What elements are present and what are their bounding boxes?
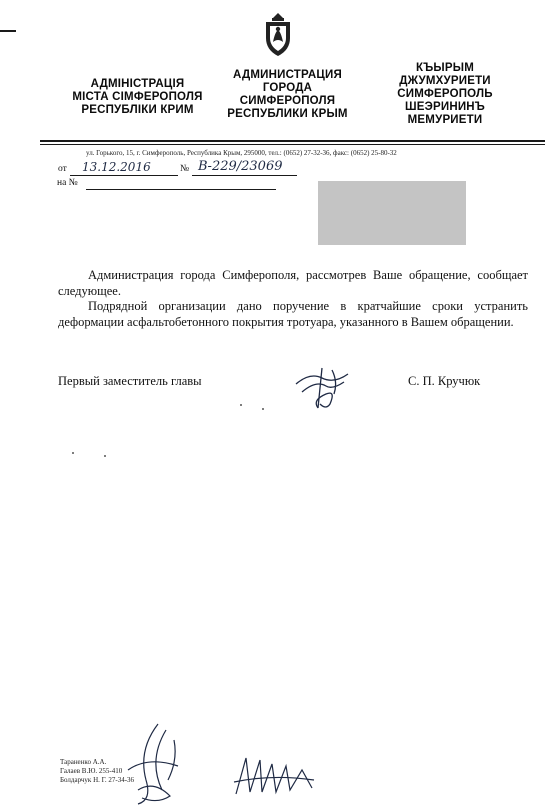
letter-body [58, 268, 528, 330]
bottom-scribble-right-icon [232, 752, 316, 798]
scan-speck [240, 404, 242, 406]
scan-speck [104, 455, 106, 457]
header-center-line-4: РЕСПУБЛИКИ КРЫМ [227, 108, 348, 120]
corner-mark [0, 30, 16, 32]
ref-number-underline [192, 175, 297, 176]
header-right-line-4: ШЕЭРИНИНЪ [404, 101, 486, 113]
scan-speck [72, 452, 74, 454]
body-paragraph-2: Подрядной организации дано поручение в кратчайшие сроки устранить деформации асфальтобетонного покрытия тротуара, указанного в Вашем обращении. [58, 299, 528, 329]
bottom-scribble-left-icon [118, 720, 188, 806]
ref-date-label: от [58, 164, 67, 174]
redacted-addressee [318, 181, 466, 245]
header-right [375, 62, 515, 127]
address-line: ул. Горького, 15, г. Симферополь, Республика Крым, 295000, тел.: (0652) 27-32-36, факс: (0652) 25-80-32 [86, 149, 397, 157]
ref-date-underline [70, 175, 178, 176]
header-center-line-2: ГОРОДА [262, 82, 313, 94]
executor-3: Болдарчук Н. Г. 27-34-36 [60, 776, 135, 784]
ref-number-label: № [180, 164, 190, 174]
body-paragraph-1: Администрация города Симферополя, рассмотрев Ваше обращение, сообщает следующее. [58, 268, 528, 298]
signatory-position: Первый заместитель главы [58, 374, 202, 388]
executor-2: Галаев В.Ю. 255-410 [60, 767, 123, 775]
header-rule-bottom [40, 144, 545, 145]
header-center-line-3: СИМФЕРОПОЛЯ [239, 95, 336, 107]
ref-na-underline [86, 189, 276, 190]
header-right-line-1: КЪЫРЫМ [416, 62, 474, 74]
executor-1: Тараненко А.А. [60, 758, 107, 766]
ref-date-value: 13.12.2016 [82, 160, 151, 174]
header-rule-top [40, 140, 545, 142]
header-left-line-3: РЕСПУБЛІКИ КРИМ [81, 104, 194, 116]
header-right-line-5: МЕМУРИЕТИ [407, 114, 483, 126]
header-left [55, 78, 220, 117]
signatory-name: С. П. Кручюк [408, 374, 481, 388]
header-right-line-2: ДЖУМХУРИЕТИ [399, 75, 491, 87]
ref-na-label: на № [57, 178, 78, 188]
scan-speck [262, 408, 264, 410]
signature-scribble-icon [292, 364, 356, 412]
header-center [210, 69, 365, 121]
ref-number-value: В-229/23069 [198, 159, 283, 174]
header-left-line-2: МІСТА СІМФЕРОПОЛЯ [72, 91, 203, 103]
header-right-line-3: СИМФЕРОПОЛЬ [397, 88, 493, 100]
header-center-line-1: АДМИНИСТРАЦИЯ [233, 69, 342, 81]
header-left-line-1: АДМІНІСТРАЦІЯ [90, 78, 185, 90]
emblem-icon [264, 12, 292, 58]
